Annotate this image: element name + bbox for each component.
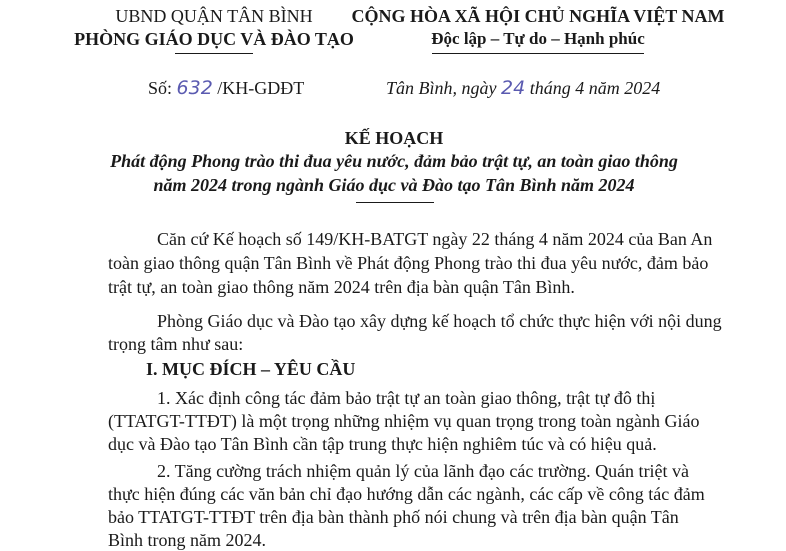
issuing-department: PHÒNG GIÁO DỤC VÀ ĐÀO TẠO	[74, 29, 354, 49]
para2-line1: Phòng Giáo dục và Đào tạo xây dựng kế hoạch tổ chức thực hiện với nội dung	[157, 311, 722, 331]
place-date-suffix: tháng 4 năm 2024	[529, 78, 661, 98]
item2-line1: 2. Tăng cường trách nhiệm quản lý của lãnh đạo các trường. Quán triệt và	[157, 461, 690, 481]
issuing-authority: UBND QUẬN TÂN BÌNH	[115, 6, 313, 26]
item1-line1: 1. Xác định công tác đảm bảo trật tự an toàn giao thông, trật tự đô thị	[157, 388, 656, 408]
document-subtitle-line1: Phát động Phong trào thi đua yêu nước, đảm bảo trật tự, an toàn giao thông	[110, 151, 678, 171]
day-handwritten: 24	[501, 77, 526, 99]
so-label: Số:	[148, 78, 173, 98]
item2-line2: thực hiện đúng các văn bản chỉ đạo hướng dẫn các ngành, các cấp về công tác đảm	[108, 484, 705, 504]
left-header-underline	[175, 53, 253, 54]
item2-line3: bảo TTATGT-TTĐT trên địa bàn thành phố nói chung và trên địa bàn quận Tân	[108, 507, 679, 527]
title-underline	[356, 202, 434, 203]
section-heading-1: I. MỤC ĐÍCH – YÊU CẦU	[146, 359, 356, 379]
para2-line2: trọng tâm như sau:	[108, 334, 244, 354]
para1-line3: trật tự, an toàn giao thông năm 2024 trên địa bàn quận Tân Bình.	[108, 277, 575, 297]
so-suffix: /KH-GDĐT	[217, 78, 305, 98]
para1-line1: Căn cứ Kế hoạch số 149/KH-BATGT ngày 22 tháng 4 năm 2024 của Ban An	[157, 229, 713, 249]
motto-underline	[432, 53, 644, 54]
place-date-prefix: Tân Bình, ngày	[386, 78, 497, 98]
national-motto: Độc lập – Tự do – Hạnh phúc	[431, 29, 645, 48]
place-date	[386, 77, 660, 99]
item1-line2: (TTATGT-TTĐT) là một trọng những nhiệm vụ quan trọng trong toàn ngành Giáo	[108, 411, 700, 431]
document-title: KẾ HOẠCH	[344, 128, 444, 148]
document-subtitle-line2: năm 2024 trong ngành Giáo dục và Đào tạo Tân Bình năm 2024	[153, 175, 635, 195]
item1-line3: dục và Đào tạo Tân Bình cần tập trung thực hiện nghiêm túc và có hiệu quả.	[108, 434, 657, 454]
national-title: CỘNG HÒA XÃ HỘI CHỦ NGHĨA VIỆT NAM	[351, 6, 725, 26]
item2-line4: Bình trong năm 2024.	[108, 530, 266, 550]
para1-line2: toàn giao thông quận Tân Bình về Phát động Phong trào thi đua yêu nước, đảm bảo	[108, 253, 709, 273]
so-number-handwritten: 632	[176, 77, 213, 99]
document-number	[148, 77, 304, 99]
